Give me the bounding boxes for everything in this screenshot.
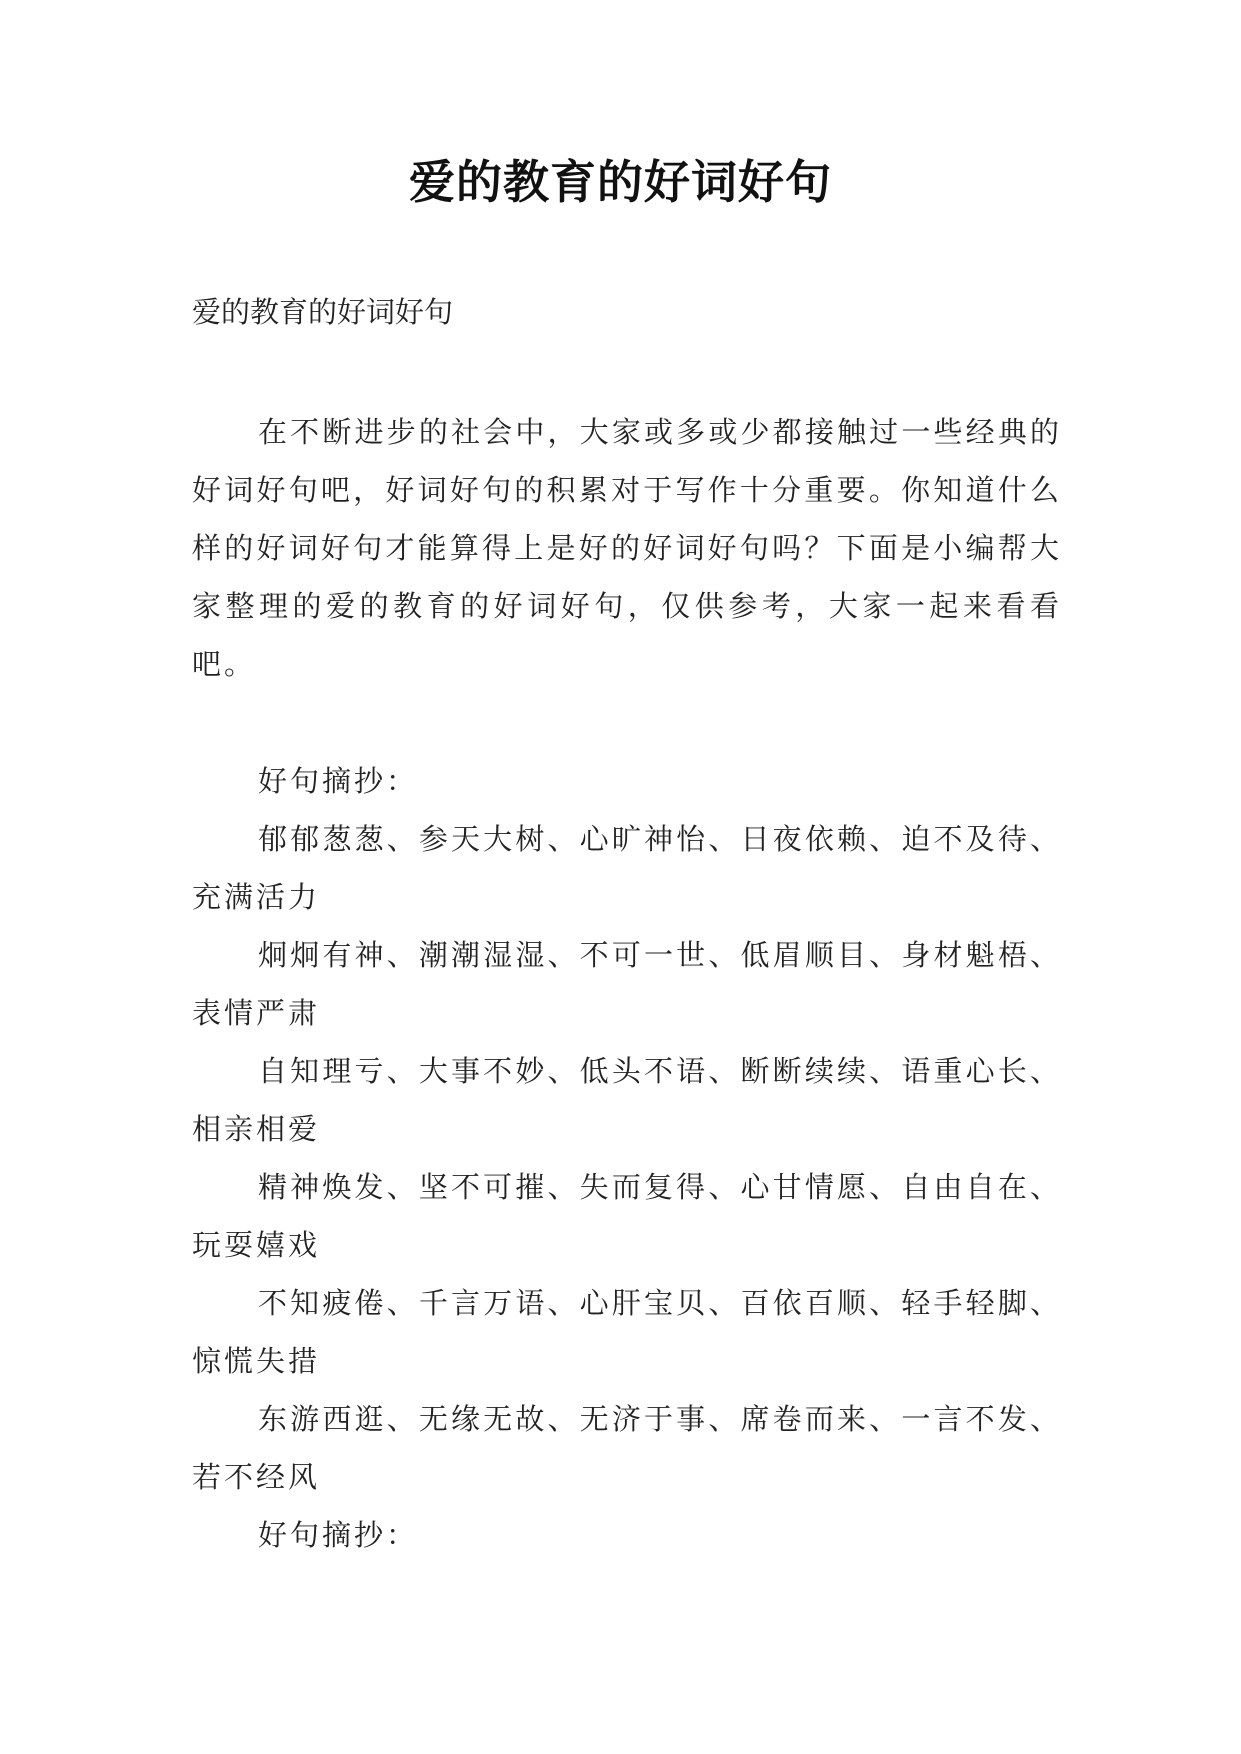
- word-list-line: 自知理亏、大事不妙、低头不语、断断续续、语重心长、相亲相爱: [192, 1054, 1062, 1146]
- section-heading: 好句摘抄：: [258, 764, 419, 798]
- section-heading: 好句摘抄：: [258, 1518, 419, 1552]
- document-title: 爱的教育的好词好句: [409, 155, 832, 209]
- word-list-line: 不知疲倦、千言万语、心肝宝贝、百依百顺、轻手轻脚、惊慌失措: [192, 1286, 1062, 1378]
- word-list-line: 炯炯有神、潮潮湿湿、不可一世、低眉顺目、身材魁梧、表情严肃: [192, 938, 1062, 1030]
- intro-paragraph: 在不断进步的社会中，大家或多或少都接触过一些经典的好词好句吧，好词好句的积累对于写作十分重要。你知道什么样的好词好句才能算得上是好的好词好句吗？下面是小编帮大家整理的爱的教育的好词好句，仅供参考，大家一起来看看吧。: [192, 415, 1062, 681]
- word-list-section: [192, 752, 1062, 1564]
- word-list-line: 精神焕发、坚不可摧、失而复得、心甘情愿、自由自在、玩耍嬉戏: [192, 1170, 1062, 1262]
- word-list-line: 东游西逛、无缘无故、无济于事、席卷而来、一言不发、若不经风: [192, 1402, 1062, 1494]
- document-subtitle: 爱的教育的好词好句: [192, 295, 454, 329]
- word-list-line: 郁郁葱葱、参天大树、心旷神怡、日夜依赖、迫不及待、充满活力: [192, 822, 1062, 914]
